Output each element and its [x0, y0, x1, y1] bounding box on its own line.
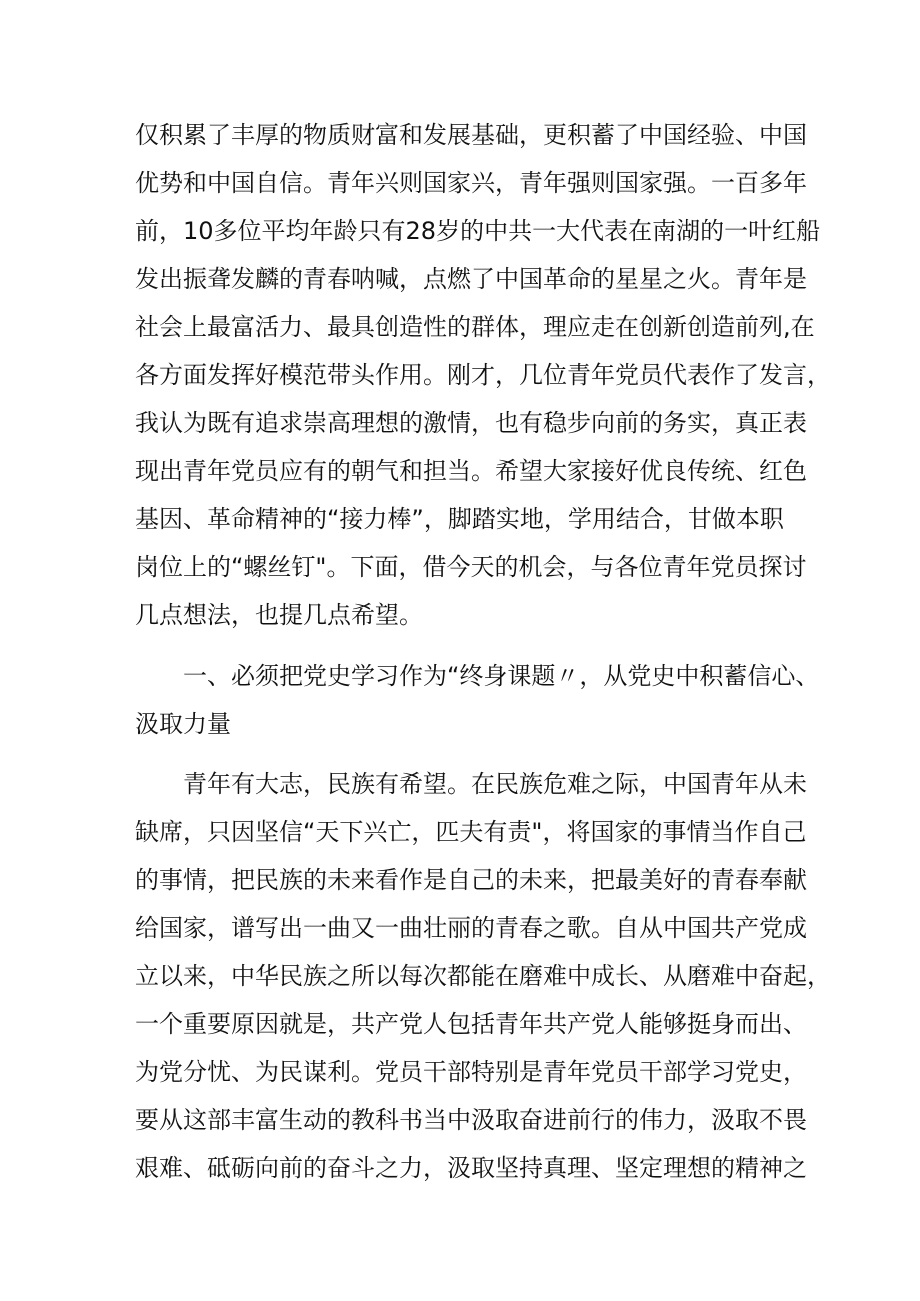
- text-line: 发出振聋发麟的青春呐喊，点燃了中国革命的星星之火。青年是: [135, 265, 807, 293]
- heading-line: 一、必须把党史学习作为“终身课题〃，从党史中积蓄信心、: [183, 662, 820, 690]
- text-line: 优势和中国自信。青年兴则国家兴，青年强则国家强。一百多年: [135, 169, 807, 197]
- text-line: 岗位上的“螺丝钉"。下面，借今天的机会，与各位青年党员探讨: [135, 553, 807, 581]
- text-line: 我认为既有追求崇高理想的激情，也有稳步向前的务实，真正表: [135, 409, 807, 437]
- body-paragraph: [135, 760, 831, 1192]
- text-line: 一个重要原因就是，共产党人包括青年共产党人能够挺身而出、: [135, 1010, 807, 1038]
- text-line: 基因、革命精神的“接力棒”，脚踏实地，学用结合，甘做本职: [135, 505, 784, 533]
- text-line: 为党分忧、为民谋利。党员干部特别是青年党员干部学习党史，: [135, 1058, 807, 1086]
- text-line: 前，10多位平均年龄只有28岁的中共一大代表在南湖的一叶红船: [135, 217, 821, 245]
- text-line: 艰难、砥砺向前的奋斗之力，汲取坚持真理、坚定理想的精神之: [135, 1154, 807, 1182]
- text-line: 几点想法，也提几点希望。: [135, 601, 423, 629]
- text-line: 给国家，谱写出一曲又一曲壮丽的青春之歌。自从中国共产党成: [135, 914, 807, 942]
- text-line: 青年有大志，民族有希望。在民族危难之际，中国青年从未: [183, 770, 807, 798]
- text-line: 的事情，把民族的未来看作是自己的未来，把最美好的青春奉献: [135, 866, 807, 894]
- text-line: 立以来，中华民族之所以每次都能在磨难中成长、从磨难中奋起，: [135, 962, 831, 990]
- body-paragraph: [135, 111, 831, 639]
- text-line: 社会上最富活力、最具创造性的群体，理应走在创新创造前列,在: [135, 313, 815, 341]
- section-heading: [135, 652, 820, 748]
- text-line: 仅积累了丰厚的物质财富和发展基础，更积蓄了中国经验、中国: [135, 121, 807, 149]
- text-line: 缺席，只因坚信“天下兴亡，匹夫有责"，将国家的事情当作自己: [135, 818, 807, 846]
- heading-line: 汲取力量: [135, 710, 231, 738]
- text-line: 现出青年党员应有的朝气和担当。希望大家接好优良传统、红色: [135, 457, 807, 485]
- text-line: 要从这部丰富生动的教科书当中汲取奋进前行的伟力，汲取不畏: [135, 1106, 807, 1134]
- text-line: 各方面发挥好模范带头作用。刚才，几位青年党员代表作了发言，: [135, 361, 831, 389]
